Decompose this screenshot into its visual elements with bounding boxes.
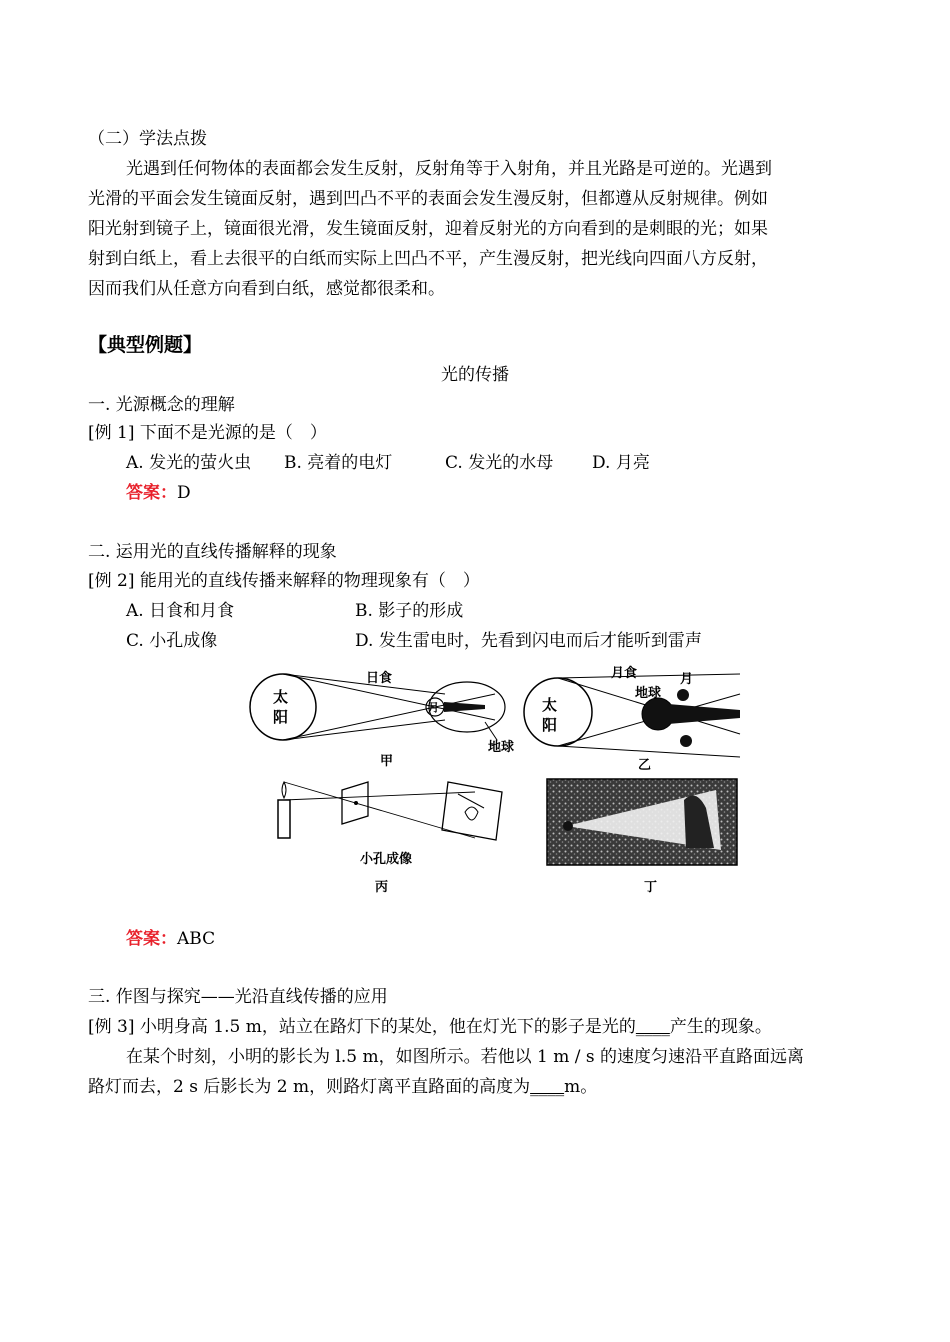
paragraph-line-1: 光遇到任何物体的表面都会发生反射，反射角等于入射角，并且光路是可逆的。光遇到 [126,159,772,179]
topic1-answer [126,482,191,504]
sun-label-top: 太 [273,688,289,706]
topic2-option-b: B. 影子的形成 [355,601,464,621]
pinhole-title: 小孔成像 [360,852,413,867]
topic2-title: 二. 运用光的直线传播解释的现象 [88,542,337,562]
answer-blank: ____ [635,1017,670,1037]
topic2-option-d: D. 发生雷电时，先看到闪电而后才能听到雷声 [355,631,702,651]
shadow-figure [546,778,738,895]
sun-label-top-b: 太 [542,696,558,714]
topic3-question-line-1 [88,1016,772,1038]
answer-blank: ____ [530,1077,565,1097]
caption-jia: 甲 [380,754,394,769]
section-heading: （二）学法点拨 [88,129,207,149]
topic1-option-c: C. 发光的水母 [445,453,554,473]
solar-eclipse-title: 日食 [366,671,393,686]
paragraph-line-2: 光滑的平面会发生镜面反射，遇到凹凸不平的表面会发生漫反射，但都遵从反射规律。例如 [88,189,768,209]
moon-label-b: 月 [680,672,694,687]
topic2-question: [例 2] 能用光的直线传播来解释的物理现象有（ ） [88,571,480,591]
paragraph-line-4: 射到白纸上，看上去很平的白纸而实际上凹凸不平，产生漫反射，把光线向四面八方反射， [88,249,768,269]
examples-subtitle: 光的传播 [441,365,509,385]
topic2-option-a: A. 日食和月食 [126,601,235,621]
topic2-answer [126,928,215,950]
q-text: m。 [564,1077,598,1097]
answer-label: 答案： [126,483,177,503]
topic3-question-line-2: 在某个时刻，小明的影长为 l.5 m，如图所示。若他以 1 m / s 的速度匀速沿平直路面远离 [126,1047,804,1067]
topic3-title: 三. 作图与探究——光沿直线传播的应用 [88,987,388,1007]
topic3-question-line-3 [88,1076,597,1098]
topic1-question: [例 1] 下面不是光源的是（ ） [88,423,327,443]
paragraph-line-5: 因而我们从任意方向看到白纸，感觉都很柔和。 [88,279,445,299]
topic1-option-b: B. 亮着的电灯 [284,453,393,473]
answer-value: ABC [177,929,216,949]
paragraph-line-3: 阳光射到镜子上，镜面很光滑，发生镜面反射，迎着反射光的方向看到的是刺眼的光；如果 [88,219,768,239]
topic2-option-c: C. 小孔成像 [126,631,218,651]
sun-label-bottom-b: 阳 [542,716,558,734]
pinhole-figure [270,772,510,895]
lunar-eclipse-title: 月食 [611,666,638,681]
caption-bing: 丙 [375,880,389,895]
lunar-eclipse-figure [518,662,743,772]
q-text: 产生的现象。 [669,1017,772,1037]
moon-label: 月 [428,701,439,714]
topic1-option-a: A. 发光的萤火虫 [126,453,252,473]
answer-label: 答案： [126,929,177,949]
q-text: [例 3] 小明身高 1.5 m，站立在路灯下的某处，他在灯光下的影子是光的 [88,1017,636,1037]
earth-label: 地球 [488,740,515,755]
q-text: 路灯而去，2 s 后影长为 2 m，则路灯离平直路面的高度为 [88,1077,531,1097]
examples-heading: 【典型例题】 [88,334,203,356]
topic1-title: 一. 光源概念的理解 [88,395,235,415]
caption-ding: 丁 [644,880,658,895]
answer-value: D [177,483,191,503]
solar-eclipse-figure [245,662,517,772]
earth-label-b: 地球 [635,686,662,701]
caption-yi: 乙 [638,758,652,773]
topic1-option-d: D. 月亮 [592,453,650,473]
sun-label-bottom: 阳 [273,708,289,726]
